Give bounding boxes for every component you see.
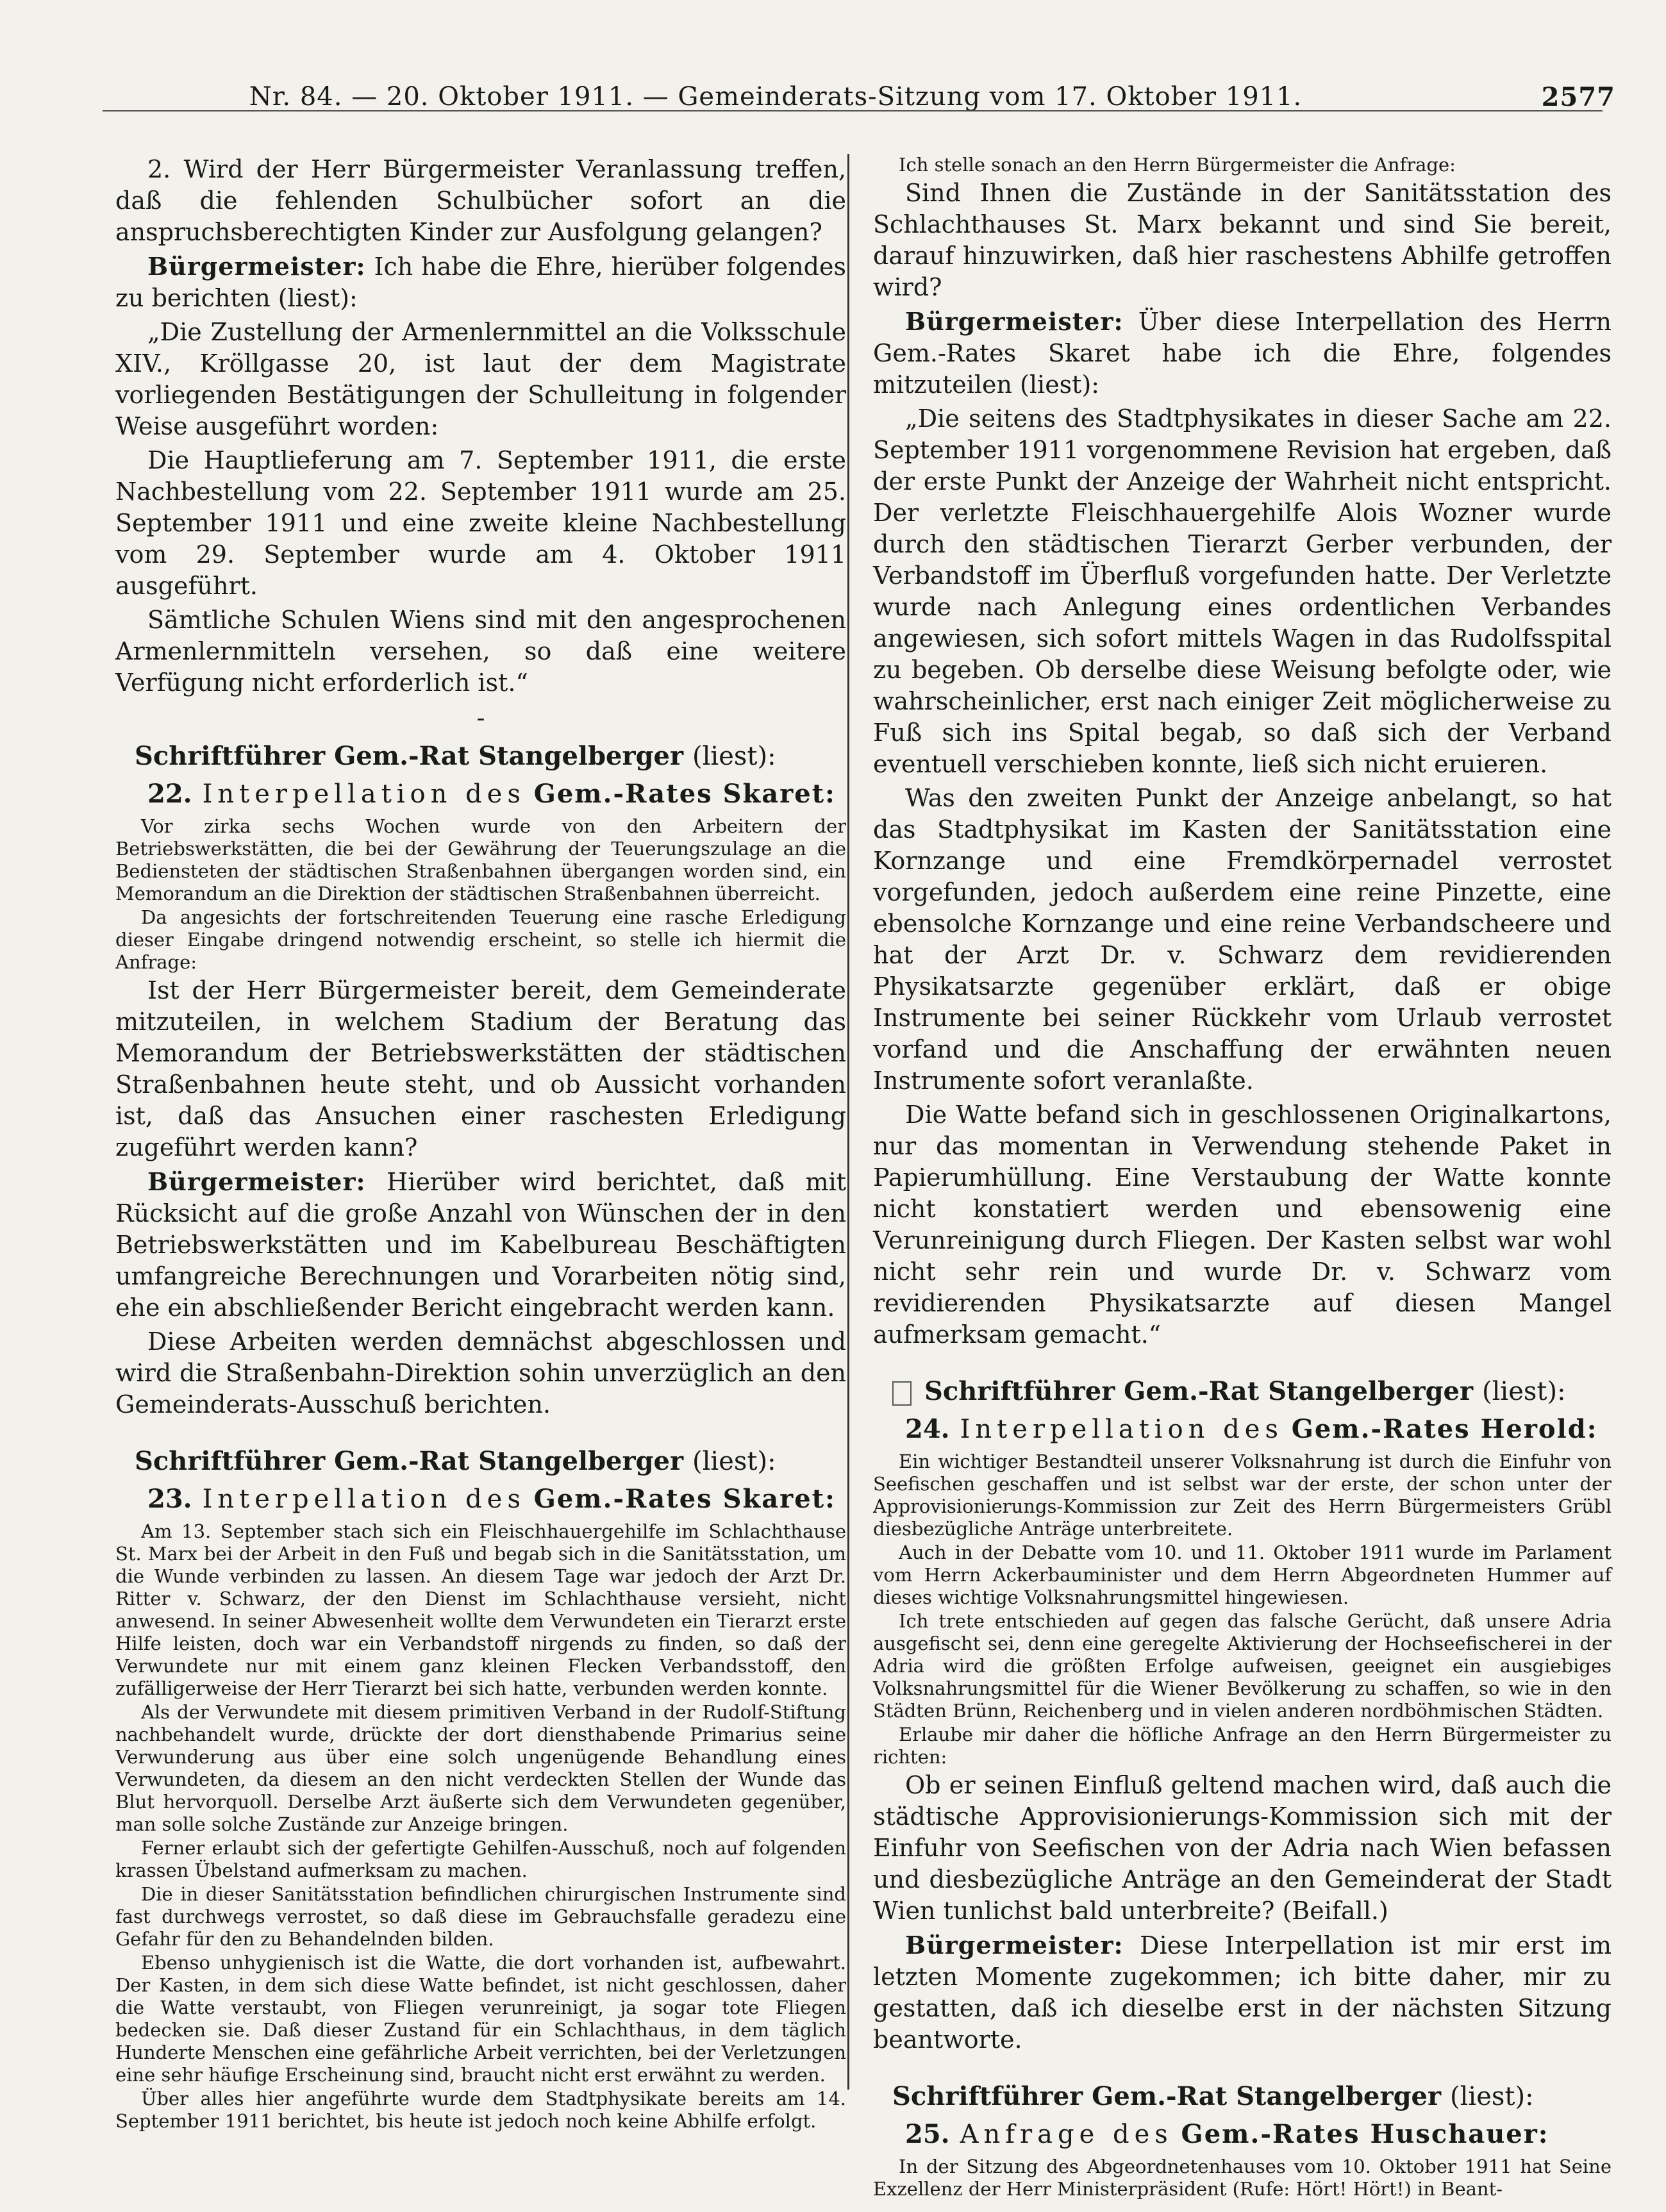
clerk-name: Schriftführer Gem.-Rat Stangelberger (892, 2081, 1442, 2111)
item-author: Gem.-Rates Skaret: (533, 779, 836, 809)
speaker-label: Bürgermeister: (905, 1931, 1124, 1959)
interpellation-title (873, 1412, 1612, 1447)
speaker-label: Bürgermeister: (905, 307, 1124, 336)
right-column (873, 154, 1612, 2202)
paragraph: „Die Zustellung der Armenlernmittel an die Volksschule XIV., Kröllgasse 20, ist laut der dem Magistrate vorliegenden Bestätigungen der Schulleitung in folgender Weise ausgeführt worden: (115, 318, 846, 440)
small-paragraph: Erlaube mir daher die höfliche Anfrage an den Herrn Bürgermeister zu richten: (873, 1724, 1612, 1768)
paragraph: Sind Ihnen die Zustände in der Sanitätsstation des Schlachthauses St. Marx bekannt und sind Sie bereit, darauf hinzuwirken, daß hier raschestens Abhilfe getroffen wird? (873, 179, 1612, 301)
clerk-name: Schriftführer Gem.-Rat Stangelberger (135, 1446, 684, 1476)
paragraph: Sämtliche Schulen Wiens sind mit den angesprochenen Armenlernmitteln versehen, so daß eine weitere Verfügung nicht erforderlich ist.“ (115, 606, 846, 697)
paragraph-text: Diese Interpellation ist mir erst im letzten Momente zugekommen; ich bitte daher, mir zu gestatten, daß ich dieselbe erst in der nächsten Sitzung beantworte. (873, 1931, 1612, 2054)
header-rule (103, 110, 1603, 119)
clerk-name: Schriftführer Gem.-Rat Stangelberger (924, 1376, 1474, 1406)
clerk-action: (liest): (692, 742, 776, 771)
item-kind: Interpellation des (202, 1484, 526, 1514)
section-heading (873, 2079, 1612, 2115)
small-paragraph: Am 13. September stach sich ein Fleischhauergehilfe im Schlachthause St. Marx bei der Arbeit in den Fuß und begab sich in die Sanitätsstation, um die Wunde verbinden zu lassen. An diesem Tage war jedoch der Arzt Dr. Ritter v. Schwarz, der den Dienst im Schlachthause versieht, nicht anwesend. In seiner Abwesenheit wollte dem Verwundeten ein Tierarzt erste Hilfe leisten, doch war ein Verbandstoff nirgends zu finden, so daß der Verwundete nur mit einem ganz kleinen Flecken Verbandsstoff, den zufälligerweise der Herr Tierarzt bei sich hatte, verbunden werden konnte. (115, 1520, 846, 1699)
paragraph: Diese Arbeiten werden demnächst abgeschlossen und wird die Straßenbahn-Direktion sohin unverzüglich an den Gemeinderats-Ausschuß berichten. (115, 1327, 846, 1418)
paragraph: Ist der Herr Bürgermeister bereit, dem Gemeinderate mitzuteilen, in welchem Stadium der Beratung das Memorandum der Betriebswerkstätten der städtischen Straßenbahnen heute steht, und ob Aussicht vorhanden ist, daß das Ansuchen einer raschesten Erledigung zugeführt werden kann? (115, 976, 846, 1161)
column-divider (847, 154, 849, 2090)
margin-mark-icon (892, 1381, 912, 1406)
paragraph (115, 251, 846, 314)
paragraph (873, 1929, 1612, 2056)
clerk-name: Schriftführer Gem.-Rat Stangelberger (135, 741, 684, 771)
speaker-label: Bürgermeister: (147, 252, 366, 281)
interpellation-title (115, 777, 846, 811)
section-heading (115, 1443, 846, 1479)
paragraph: „Die seitens des Stadtphysikates in dieser Sache am 22. September 1911 vorgenommene Revision hat ergeben, daß der erste Punkt der Anzeige der Wahrheit nicht entspricht. Der verletzte Fleischhauergehilfe Alois Wozner wurde durch den städtischen Tierarzt Gerber verbunden, der Verbandstoff im Überfluß vorgefunden hatte. Der Verletzte wurde nach Anlegung eines ordentlichen Verbandes angewiesen, sich sofort mittels Wagen in das Rudolfsspital zu begeben. Ob derselbe diese Weisung befolgte oder, wie wahrscheinlicher, erst nach einiger Zeit möglicherweise zu Fuß sich ins Spital begab, so daß sich der Verband eventuell verschieben konnte, ließ sich nicht eruieren. (873, 404, 1612, 778)
paragraph (115, 1166, 846, 1324)
item-author: Gem.-Rates Huschauer: (1181, 2119, 1549, 2149)
small-paragraph: Über alles hier angeführte wurde dem Stadtphysikate bereits am 14. September 1911 berichtet, bis heute ist jedoch noch keine Abhilfe erfolgt. (115, 2088, 846, 2132)
small-paragraph: Als der Verwundete mit diesem primitiven Verband in der Rudolf-Stiftung nachbehandelt wurde, drückte der dort diensthabende Primarius seine Verwunderung aus über eine solch ungenügende Behandlung eines Verwundeten, da diesem an den nicht verdeckten Stellen der Wunde das Blut hervorquoll. Derselbe Arzt äußerte sich dem Verwundeten gegenüber, man solle solche Zustände zur Anzeige bringen. (115, 1701, 846, 1835)
item-kind: Anfrage des (960, 2120, 1173, 2149)
item-number: 24. (905, 1414, 950, 1444)
paragraph: Die Watte befand sich in geschlossenen Originalkartons, nur das momentan in Verwendung stehende Paket in Papierumhüllung. Eine Verstaubung der Watte konnte nicht konstatiert werden und ebensowenig eine Verunreinigung durch Fliegen. Der Kasten selbst war wohl nicht sehr rein und wurde Dr. v. Schwarz vom revidierenden Physikatsarzte auf diesen Mangel aufmerksam gemacht.“ (873, 1101, 1612, 1349)
paragraph-text: Ich habe die Ehre, hierüber folgendes zu berichten (liest): (115, 253, 846, 312)
item-number: 22. (147, 779, 192, 809)
paragraph: 2. Wird der Herr Bürgermeister Veranlassung treffen, daß die fehlenden Schulbücher sofort an die anspruchsberechtigten Kinder zur Ausfolgung gelangen? (115, 155, 846, 246)
small-paragraph: Ebenso unhygienisch ist die Watte, die dort vorhanden ist, aufbewahrt. Der Kasten, in dem sich diese Watte befindet, ist nicht geschlossen, daher die Watte verstaubt, von Fliegen verunreinigt, ja sogar tote Fliegen bedecken sie. Daß dieser Zustand für ein Schlachthaus, in dem täglich Hunderte Menschen eine gefährliche Arbeit verrichten, bei der Verletzungen eine sehr häufige Erscheinung sind, braucht nicht erst erwähnt zu werden. (115, 1952, 846, 2086)
small-paragraph: Vor zirka sechs Wochen wurde von den Arbeitern der Betriebswerkstätten, die bei der Gewährung der Teuerungszulage an die Bediensteten der städtischen Straßenbahnen übergangen worden sind, ein Memorandum an die Direktion der städtischen Straßenbahnen überreicht. (115, 815, 846, 904)
small-paragraph: Auch in der Debatte vom 10. und 11. Oktober 1911 wurde im Parlament vom Herrn Ackerbauminister und dem Herrn Abgeordneten Hummer auf dieses wichtige Volksnahrungsmittel hingewiesen. (873, 1542, 1612, 1608)
item-author: Gem.-Rates Herold: (1291, 1414, 1598, 1444)
small-paragraph: Ein wichtiger Bestandteil unserer Volksnahrung ist durch die Einfuhr von Seefischen geschaffen und ist selbst war der erste, der schon unter der Approvisionierungs-Kommission zur Zeit des Herrn Bürgermeisters Grübl diesbezügliche Anträge unterbreitete. (873, 1451, 1612, 1540)
small-paragraph: Die in dieser Sanitätsstation befindlichen chirurgischen Instrumente sind fast durchwegs verrostet, so daß diese im Gebrauchsfalle geradezu eine Gefahr für den zu Behandelnden bilden. (115, 1883, 846, 1950)
paragraph: Ob er seinen Einfluß geltend machen wird, daß auch die städtische Approvisionierungs-Kommission sich mit der Einfuhr von Seefischen von der Adria nach Wien befassen und diesbezügliche Anträge an den Gemeinderat der Stadt Wien tunlichst bald unterbreite? (Beifall.) (873, 1771, 1612, 1925)
inquiry-title (873, 2117, 1612, 2152)
small-paragraph: Ich trete entschieden auf gegen das falsche Gerücht, daß unsere Adria ausgefischt sei, denn eine geregelte Aktivierung der Hochseefischerei in der Adria wird die größten Erfolge aufweisen, geeignet ein ausgiebiges Volksnahrungsmittel für die Wiener Bevölkerung zu schaffen, so wie in den Städten Brünn, Reichenberg und in vielen anderen nordböhmischen Städten. (873, 1610, 1612, 1722)
small-paragraph: Ich stelle sonach an den Herrn Bürgermeister die Anfrage: (899, 154, 1456, 176)
paragraph: Die Hauptlieferung am 7. September 1911, die erste Nachbestellung vom 22. September 1911 wurde am 25. September 1911 und eine zweite kleine Nachbestellung vom 29. September wurde am 4. Oktober 1911 ausgeführt. (115, 446, 846, 600)
paragraph-text: Über diese Interpellation des Herrn Gem.-Rates Skaret habe ich die Ehre, folgendes mitzuteilen (liest): (873, 308, 1612, 399)
left-column (115, 154, 846, 2134)
speaker-label: Bürgermeister: (147, 1167, 366, 1196)
item-author: Gem.-Rates Skaret: (533, 1484, 836, 1514)
separator-mark: - (476, 704, 485, 732)
paragraph (873, 306, 1612, 401)
paragraph: Was den zweiten Punkt der Anzeige anbelangt, so hat das Stadtphysikat im Kasten der Sanitätsstation eine Kornzange und eine Fremdkörpernadel verrostet vorgefunden, jedoch außerdem eine reine Pinzette, eine ebensolche Kornzange und eine reine Verbandscheere und hat der Arzt Dr. v. Schwarz dem revidierenden Physikatsarzte gegenüber erklärt, daß er obige Instrumente bei seiner Rückkehr vom Urlaub verrostet vorfand und die Anschaffung der erwähnten neuen Instrumente sofort veranlaßte. (873, 784, 1612, 1095)
small-paragraph: In der Sitzung des Abgeordnetenhauses vom 10. Oktober 1911 hat Seine Exzellenz der Herr Ministerpräsident (Rufe: Hört! Hört!) in Beant- (873, 2156, 1612, 2200)
item-number: 23. (147, 1484, 192, 1514)
section-heading (873, 1374, 1612, 1410)
running-title: Nr. 84. — 20. Oktober 1911. — Gemeinderats-Sitzung vom 17. Oktober 1911. (249, 82, 1303, 112)
item-number: 25. (905, 2119, 950, 2149)
small-paragraph: Da angesichts der fortschreitenden Teuerung eine rasche Erledigung dieser Eingabe dringend notwendig erscheint, so stelle ich hiermit die Anfrage: (115, 906, 846, 973)
clerk-action: (liest): (1450, 2082, 1534, 2111)
clerk-action: (liest): (692, 1447, 776, 1476)
interpellation-title (115, 1482, 846, 1517)
paragraph-text: Hierüber wird berichtet, daß mit Rücksicht auf die große Anzahl von Wünschen der in den Betriebswerkstätten und im Kabelbureau Beschäftigten umfangreiche Berechnungen und Vorarbeiten nötig sind, ehe ein abschließender Bericht eingebracht werden kann. (115, 1168, 846, 1322)
clerk-action: (liest): (1482, 1377, 1566, 1406)
section-heading (115, 738, 846, 774)
page-number: 2577 (1541, 82, 1615, 112)
item-kind: Interpellation des (960, 1415, 1283, 1444)
small-paragraph: Ferner erlaubt sich der gefertigte Gehilfen-Ausschuß, noch auf folgenden krassen Übelstand aufmerksam zu machen. (115, 1837, 846, 1881)
item-kind: Interpellation des (202, 779, 526, 809)
